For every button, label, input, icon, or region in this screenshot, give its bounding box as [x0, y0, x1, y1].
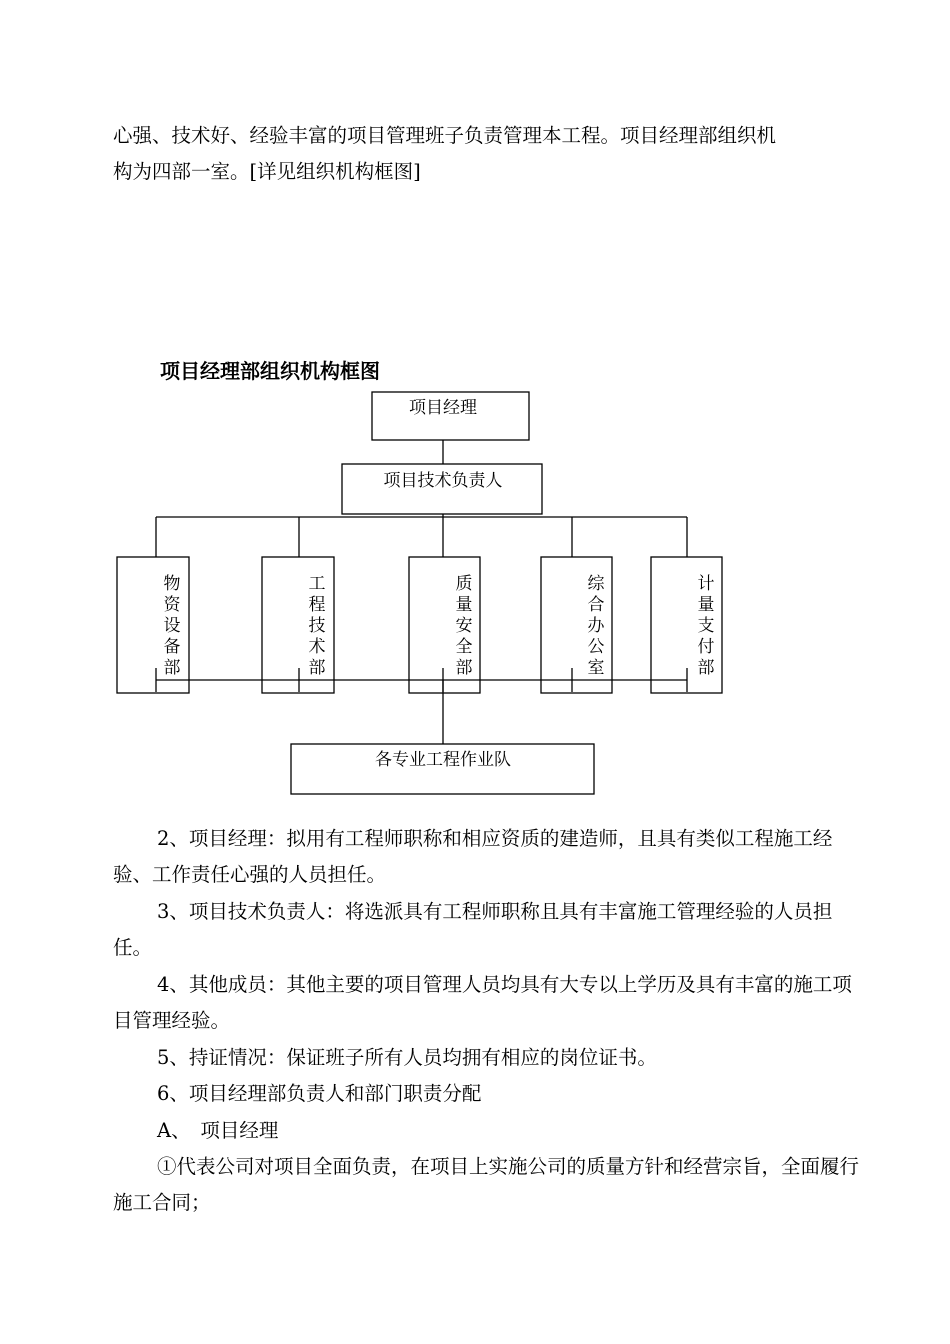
dept-3-char: 部	[455, 658, 473, 678]
dept-3-char: 质	[455, 574, 473, 594]
label-technical-lead: 项目技术负责人	[383, 471, 503, 491]
dept-5-char: 计	[697, 574, 715, 594]
paragraph-item-1: ①代表公司对项目全面负责，在项目上实施公司的质量方针和经营宗旨，全面履行施工合同；	[113, 1155, 860, 1214]
dept-2-char: 工	[308, 574, 326, 594]
dept-4-char: 室	[587, 658, 605, 678]
dept-2-char: 术	[308, 637, 326, 657]
dept-1-label	[164, 574, 182, 678]
dept-4-label	[588, 574, 606, 678]
dept-4-char: 办	[587, 616, 605, 636]
dept-5-char: 量	[697, 595, 715, 615]
dept-1-char: 物	[163, 574, 181, 594]
paragraph-6: 6、项目经理部负责人和部门职责分配	[157, 1082, 482, 1105]
intro-line-2: 构为四部一室。[详见组织机构框图]	[113, 160, 421, 183]
dept-4-char: 综	[587, 574, 605, 594]
paragraph-4: 4、其他成员：其他主要的项目管理人员均具有大专以上学历及具有丰富的施工项目管理经验。	[113, 973, 852, 1032]
dept-1-char: 部	[163, 658, 181, 678]
dept-3-char: 量	[455, 595, 473, 615]
dept-3-label	[456, 574, 473, 678]
dept-4-char: 公	[587, 637, 605, 657]
dept-4-char: 合	[587, 595, 605, 615]
dept-2-char: 技	[308, 616, 326, 636]
section-a-heading: A、 项目经理	[157, 1119, 279, 1142]
dept-1-char: 备	[163, 637, 181, 657]
dept-1-char: 资	[163, 595, 181, 615]
dept-5-char: 支	[697, 616, 715, 636]
paragraph-3: 3、项目技术负责人：将选派具有工程师职称且具有丰富施工管理经验的人员担任。	[113, 900, 833, 959]
paragraph-2: 2、项目经理：拟用有工程师职称和相应资质的建造师，且具有类似工程施工经验、工作责任心强的人员担任。	[113, 827, 833, 886]
intro-line-1: 心强、技术好、经验丰富的项目管理班子负责管理本工程。项目经理部组织机	[113, 124, 777, 147]
paragraph-5: 5、持证情况：保证班子所有人员均拥有相应的岗位证书。	[157, 1046, 657, 1069]
dept-2-label	[309, 574, 326, 678]
dept-5-char: 部	[697, 658, 715, 678]
dept-1-char: 设	[163, 616, 181, 636]
dept-2-char: 程	[308, 595, 326, 615]
dept-3-char: 安	[455, 616, 473, 636]
org-chart-title: 项目经理部组织机构框图	[160, 359, 380, 383]
dept-5-char: 付	[697, 637, 715, 657]
dept-2-char: 部	[308, 658, 326, 678]
label-project-manager: 项目经理	[409, 398, 477, 418]
label-work-teams: 各专业工程作业队	[375, 750, 511, 770]
dept-5-label	[698, 574, 715, 678]
dept-3-char: 全	[455, 637, 473, 657]
